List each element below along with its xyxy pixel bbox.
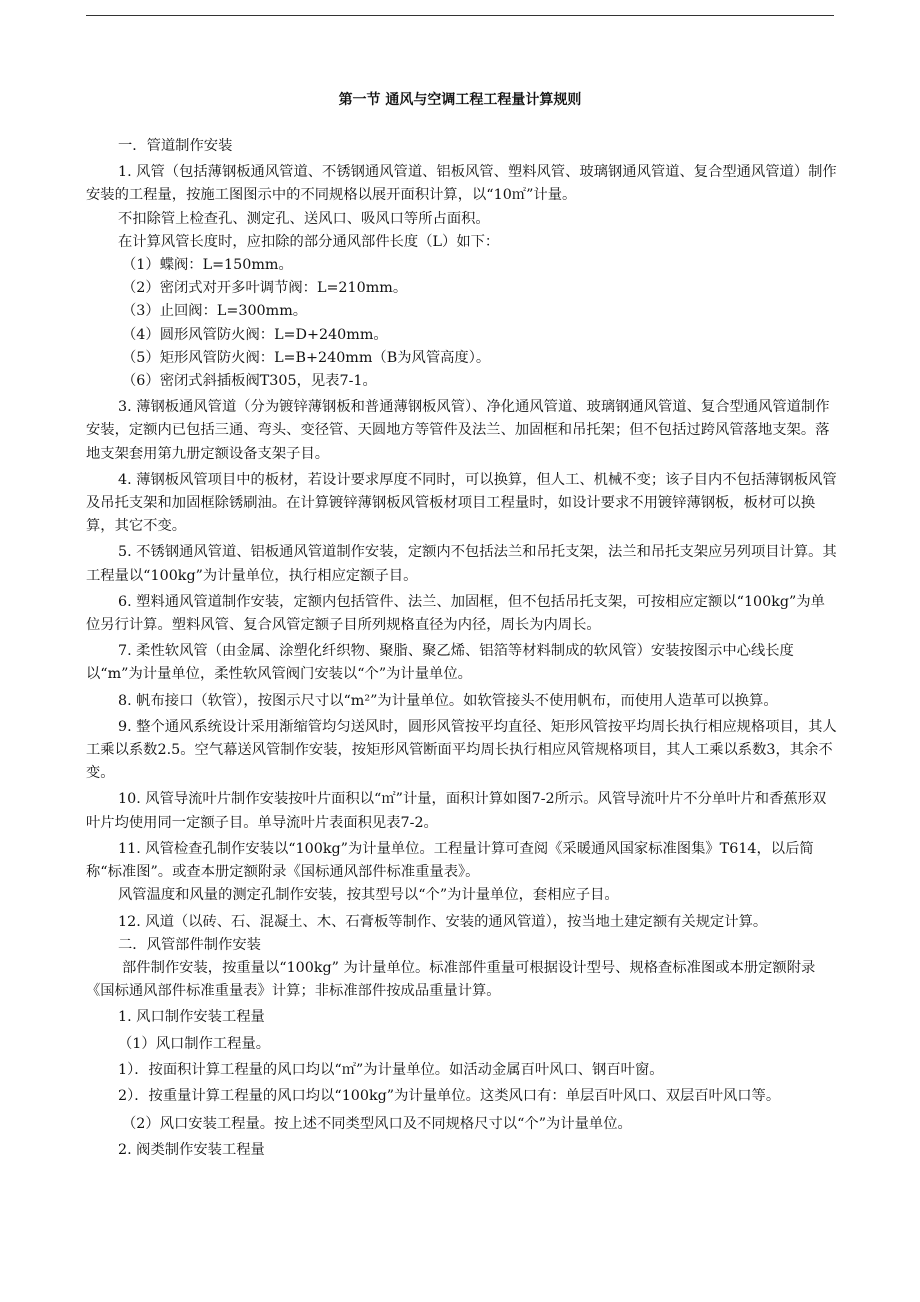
section-heading: 二．风管部件制作安装 xyxy=(118,936,261,953)
paragraph: 6. 塑料通风管道制作安装，定额内包括管件、法兰、加固框，但不包括吊托支架，可按相应定额以“100kg”为单位另行计算。塑料风管、复合风管定额子目所列规格直径为内径，周长为内周长。 xyxy=(86,593,825,634)
list-item: （6）密闭式斜插板阀T305，见表7-1。 xyxy=(122,373,377,390)
list-item: （3）止回阀：L=300mm。 xyxy=(122,303,308,320)
section-heading: 一．管道制作安装 xyxy=(118,138,233,154)
list-item: （4）圆形风管防火阀：L=D+240mm。 xyxy=(122,326,388,343)
paragraph: 4. 薄钢板风管项目中的板材，若设计要求厚度不同时，可以换算，但人工、机械不变；该子目内不包括薄钢板风管及吊托支架和加固框除锈刷油。在计算镀锌薄钢板风管板材项目工程量时，如设计要求不用镀锌薄钢板，板材可以换算，其它不变。 xyxy=(86,471,837,535)
paragraph: 9. 整个通风系统设计采用渐缩管均匀送风时，圆形风管按平均直径、矩形风管按平均周长执行相应规格项目，其人工乘以系数2.5。空气幕送风管制作安装，按矩形风管断面平均周长执行相应风管规格项目，其人工乘以系数3，其余不变。 xyxy=(86,718,837,782)
paragraph: 在计算风管长度时，应扣除的部分通风部件长度（L）如下： xyxy=(118,233,500,250)
paragraph: 1. 风口制作安装工程量 xyxy=(118,1009,265,1026)
list-item: （1）风口制作工程量。 xyxy=(118,1035,271,1052)
header-rule xyxy=(86,15,834,16)
paragraph: 5. 不锈钢通风管道、铝板通风管道制作安装，定额内不包括法兰和吊托支架，法兰和吊托支架应另列项目计算。其工程量以“100kg”为计量单位，执行相应定额子目。 xyxy=(86,544,837,584)
paragraph: 2. 阀类制作安装工程量 xyxy=(118,1142,265,1159)
list-item: （2）风口安装工程量。按上述不同类型风口及不同规格尺寸以“个”为计量单位。 xyxy=(122,1116,632,1133)
paragraph: 7. 柔性软风管（由金属、涂塑化纤织物、聚脂、聚乙烯、铝箔等材料制成的软风管）安装按图示中心线长度以“m”为计量单位，柔性软风管阀门安装以“个”为计量单位。 xyxy=(86,643,794,683)
paragraph: 8. 帆布接口（软管），按图示尺寸以“m²”为计量单位。如软管接头不使用帆布，而使用人造革可以换算。 xyxy=(118,692,778,709)
paragraph: 部件制作安装，按重量以“100kg” 为计量单位。标准部件重量可根据设计型号、规格查标准图或本册定额附录《国标通风部件标准重量表》计算；非标准部件按成品重量计算。 xyxy=(86,959,816,1000)
document-body xyxy=(86,135,838,1163)
paragraph: 10. 风管导流叶片制作安装按叶片面积以“㎡”计量，面积计算如图7-2所示。风管导流叶片不分单叶片和香蕉形双叶片均使用同一定额子目。单导流叶片表面积见表7-2。 xyxy=(86,791,827,831)
page-title: 第一节 通风与空调工程工程量计算规则 xyxy=(338,92,582,108)
paragraph: 11. 风管检查孔制作安装以“100kg”为计量单位。工程量计算可查阅《采暖通风国家标准图集》T614，以后简称“标准图”。或查本册定额附录《国标通风部件标准重量表》。 xyxy=(86,840,814,881)
paragraph: 1. 风管（包括薄钢板通风管道、不锈钢通风管道、铝板风管、塑料风管、玻璃钢通风管道、复合型通风管道）制作安装的工程量，按施工图图示中的不同规格以展开面积计算，以“10㎡”计量。 xyxy=(86,164,837,204)
list-item: 2）．按重量计算工程量的风口均以“100kg”为计量单位。这类风口有：单层百叶风口、双层百叶风口等。 xyxy=(118,1087,781,1104)
list-item: （2）密闭式对开多叶调节阀：L=210mm。 xyxy=(122,280,408,297)
list-item: （1）蝶阀：L=150mm。 xyxy=(122,257,293,274)
paragraph: 3. 薄钢板通风管道（分为镀锌薄钢板和普通薄钢板风管）、净化通风管道、玻璃钢通风管道、复合型通风管道制作安装，定额内已包括三通、弯头、变径管、天圆地方等管件及法兰、加固框和吊托架；但不包括过跨风管落地支架。落地支架套用第九册定额设备支架子目。 xyxy=(86,399,830,462)
paragraph: 风管温度和风量的测定孔制作安装，按其型号以“个”为计量单位，套相应子目。 xyxy=(118,887,619,904)
paragraph: 12. 风道（以砖、石、混凝土、木、石膏板等制作、安装的通风管道），按当地土建定额有关规定计算。 xyxy=(118,913,768,930)
list-item: 1）．按面积计算工程量的风口均以“㎡”为计量单位。如活动金属百叶风口、钢百叶窗。 xyxy=(118,1061,664,1078)
list-item: （5）矩形风管防火阀：L=B+240mm（B为风管高度）。 xyxy=(122,349,491,366)
paragraph: 不扣除管上检查孔、测定孔、送风口、吸风口等所占面积。 xyxy=(118,210,490,227)
